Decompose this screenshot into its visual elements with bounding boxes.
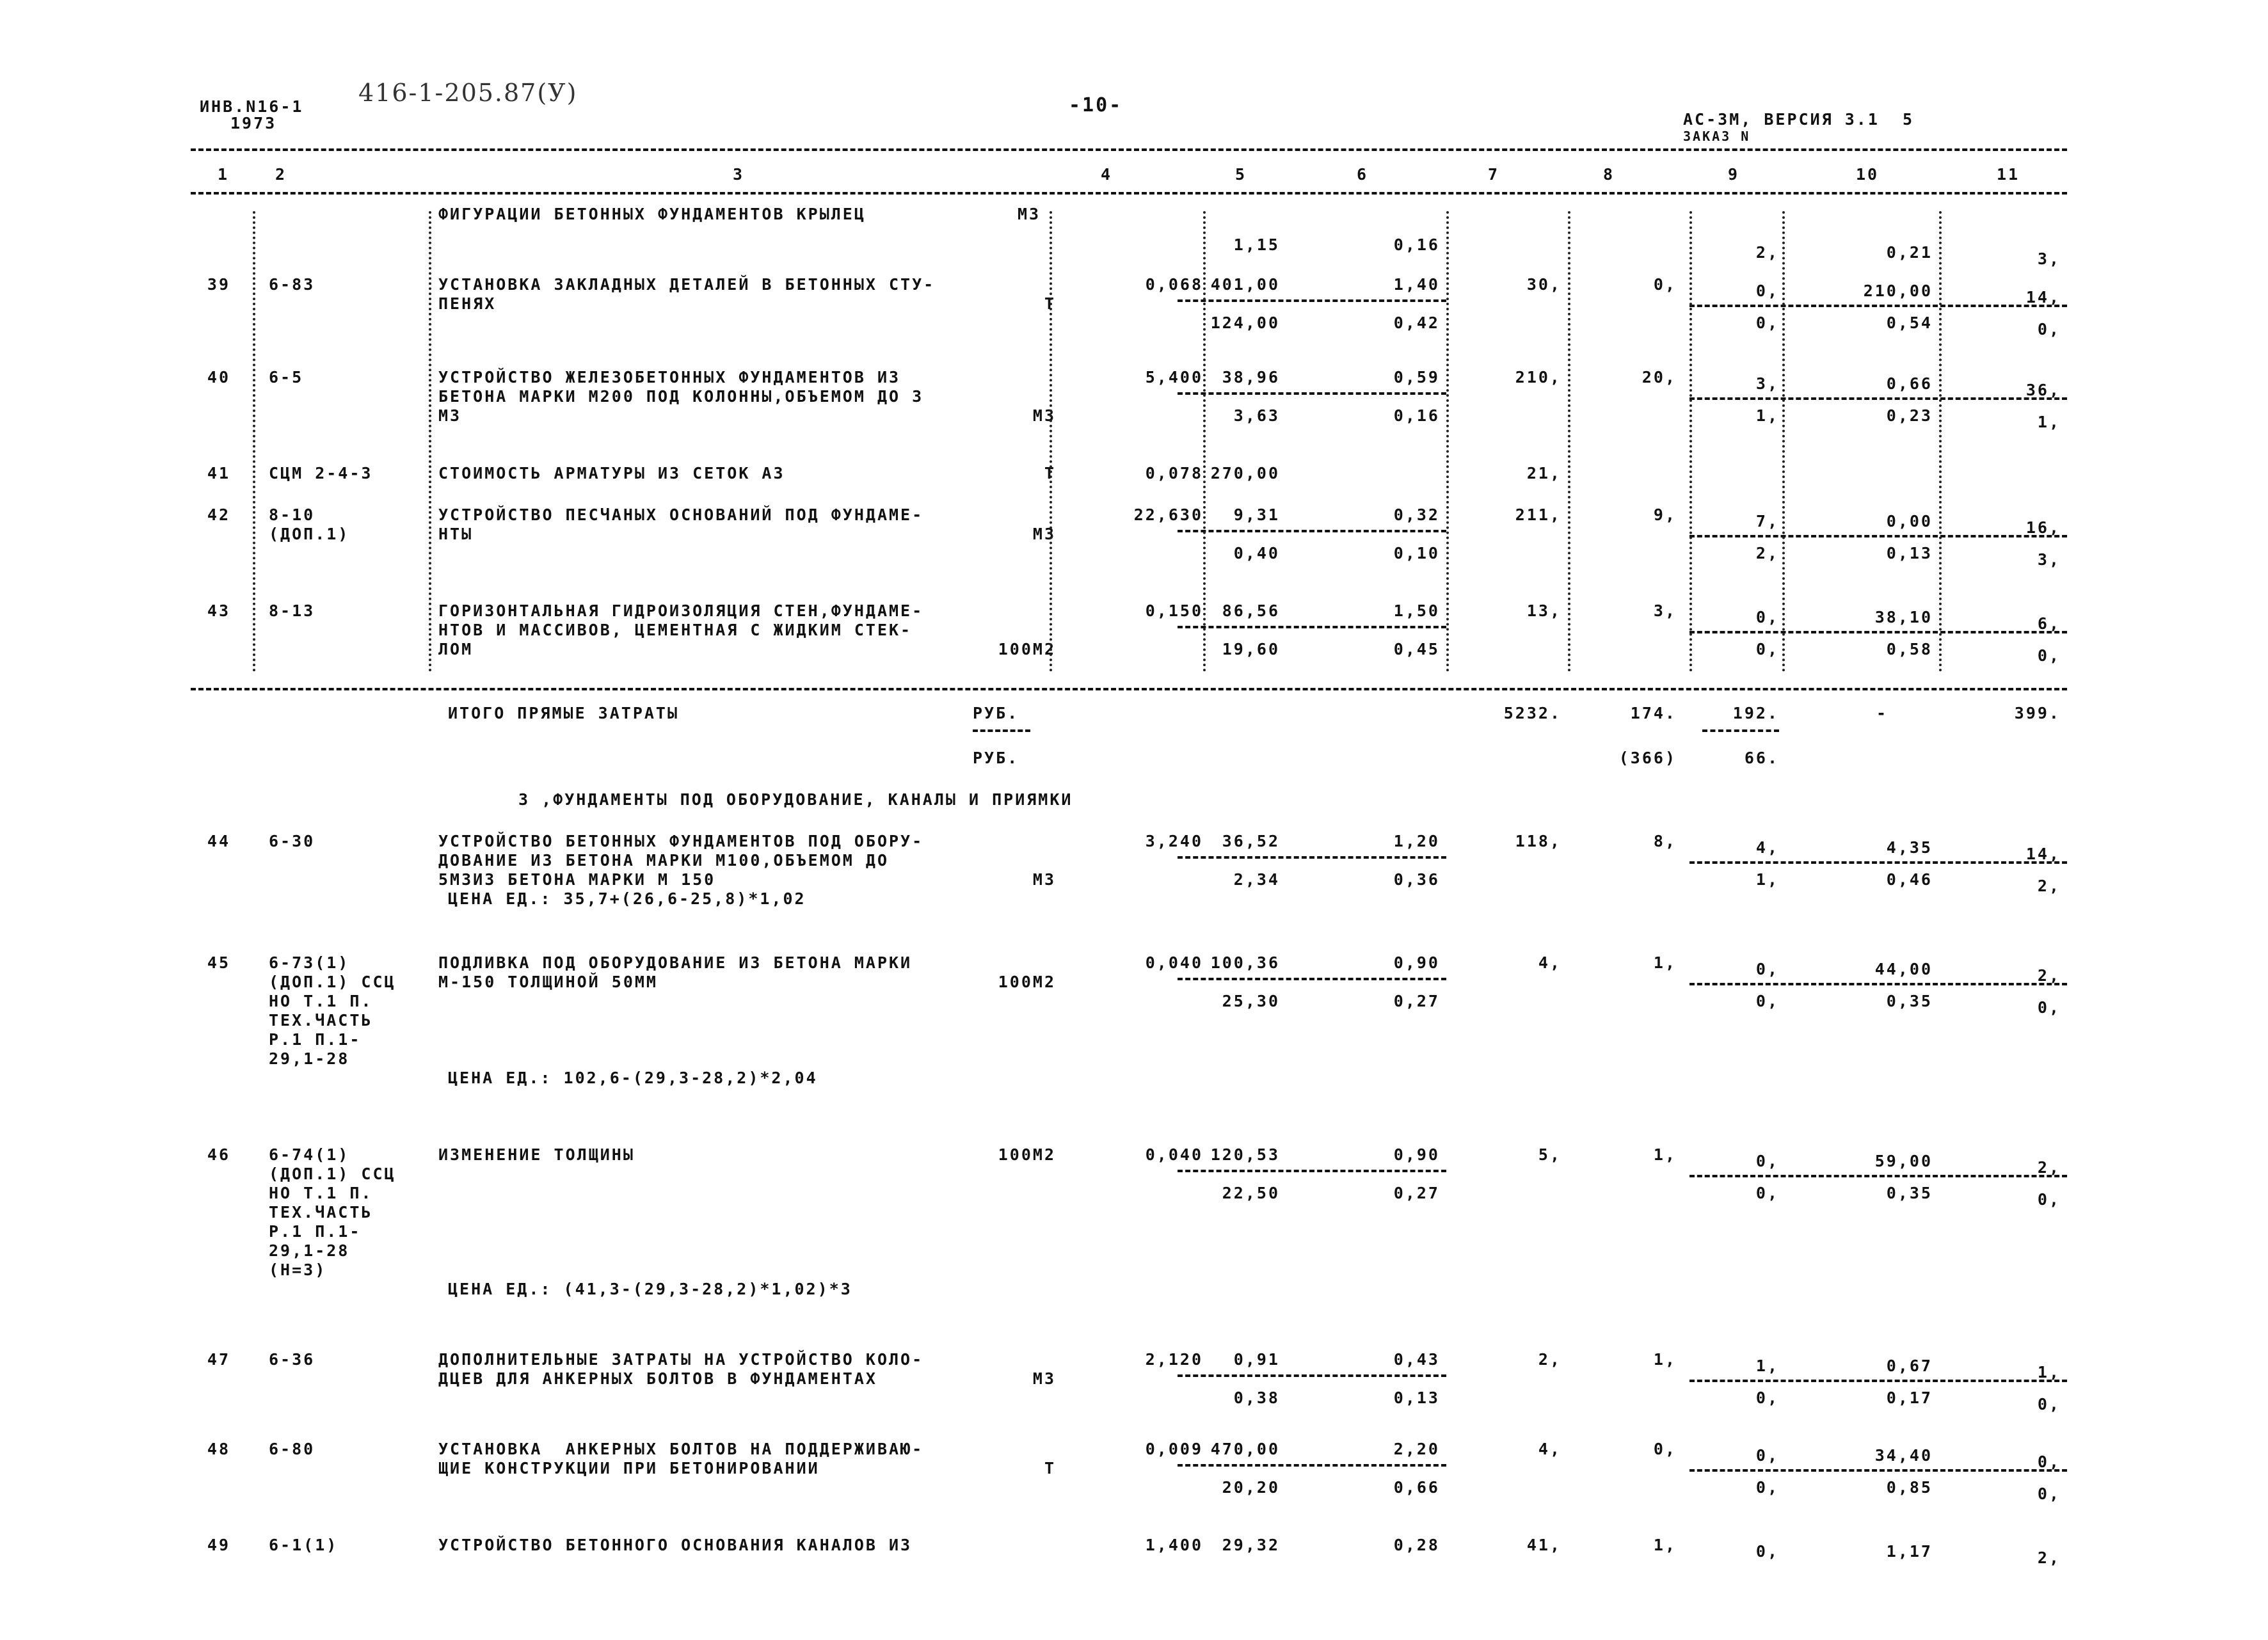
- total-wage: 20,: [1641, 368, 1677, 386]
- labor-cost: 0,54: [1886, 314, 1933, 332]
- labor-cost: 0,: [1755, 640, 1779, 658]
- labor-cost: 1,: [1755, 406, 1779, 425]
- totals-cell: 174.: [1630, 704, 1677, 722]
- labor-cost: 2,: [2037, 966, 2061, 985]
- wage-cost: 0,42: [1393, 314, 1440, 332]
- total-cost: 13,: [1526, 601, 1561, 620]
- totals-cell: 399.: [2014, 704, 2061, 722]
- work-description: ЩИЕ КОНСТРУКЦИИ ПРИ БЕТОНИРОВАНИИ: [438, 1459, 820, 1477]
- labor-cost: 1,: [2037, 1363, 2061, 1381]
- handwritten-code: 416-1-205.87(У): [358, 79, 578, 107]
- column-separator: [1050, 211, 1052, 672]
- labor-cost: 4,: [1755, 838, 1779, 857]
- labor-cost: 0,00: [1886, 512, 1933, 530]
- norm-code: (ДОП.1): [269, 525, 350, 543]
- total-cost: 30,: [1526, 275, 1561, 294]
- section-title: 3 ,ФУНДАМЕНТЫ ПОД ОБОРУДОВАНИЕ, КАНАЛЫ И ПРИЯМКИ: [518, 790, 1073, 809]
- norm-code: 6-80: [269, 1440, 315, 1458]
- total-wage: 1,: [1653, 1350, 1677, 1369]
- unit-cost: 20,20: [1222, 1478, 1280, 1497]
- unit: 100М2: [998, 1145, 1056, 1164]
- work-description: БЕТОНА МАРКИ М200 ПОД КОЛОННЫ,ОБЪЕМОМ ДО 3: [438, 387, 924, 406]
- norm-code: 8-10: [269, 506, 315, 524]
- labor-cost: 3,: [1755, 374, 1779, 393]
- labor-cost: 44,00: [1874, 960, 1933, 978]
- totals-rule: [191, 688, 2067, 690]
- work-description: ИЗМЕНЕНИЕ ТОЛЩИНЫ: [438, 1145, 635, 1164]
- work-description: ДОВАНИЕ ИЗ БЕТОНА МАРКИ М100,ОБЪЕМОМ ДО: [438, 851, 889, 870]
- norm-code: 29,1-28: [269, 1049, 350, 1068]
- norm-code: 6-36: [269, 1350, 315, 1369]
- cell-divider: [1689, 631, 2067, 633]
- work-description: УСТРОЙСТВО ПЕСЧАНЫХ ОСНОВАНИЙ ПОД ФУНДАМЕ-: [438, 506, 924, 524]
- norm-code: 6-73(1): [269, 953, 350, 972]
- row-number: 44: [207, 832, 230, 850]
- work-description: М-150 ТОЛЩИНОЙ 50ММ: [438, 973, 658, 991]
- labor-cost: 1,17: [1886, 1542, 1933, 1561]
- norm-code: (ДОП.1) ССЦ: [269, 1165, 396, 1183]
- cell-divider: [1178, 1374, 1446, 1377]
- wage-cost: 1,20: [1393, 832, 1440, 850]
- wage-cost: 0,59: [1393, 368, 1440, 386]
- unit: Т: [1044, 294, 1056, 313]
- column-separator: [1568, 211, 1570, 672]
- work-description: М3: [438, 406, 462, 425]
- continuation-unit: М3: [1018, 205, 1041, 223]
- unit-cost: 22,50: [1222, 1184, 1280, 1202]
- column-number: 7: [1488, 165, 1500, 184]
- labor-cost: 0,46: [1886, 870, 1933, 889]
- row-number: 43: [207, 601, 230, 620]
- totals-cell: -: [1876, 704, 1888, 722]
- cell-divider: [1178, 856, 1446, 859]
- labor-cost: 16,: [2025, 518, 2061, 537]
- total-wage: 0,: [1653, 1440, 1677, 1458]
- wage-cost: 0,16: [1393, 406, 1440, 425]
- column-number: 5: [1235, 165, 1247, 184]
- row-number: 49: [207, 1536, 230, 1554]
- totals-cell: 5232.: [1503, 704, 1561, 722]
- row-number: 47: [207, 1350, 230, 1369]
- norm-code: 6-30: [269, 832, 315, 850]
- column-separator: [1689, 211, 1692, 672]
- unit-price-formula: ЦЕНА ЕД.: 102,6-(29,3-28,2)*2,04: [448, 1069, 818, 1087]
- labor-cost: 1,: [1755, 1357, 1779, 1375]
- wage-cost: 2,20: [1393, 1440, 1440, 1458]
- work-description: УСТРОЙСТВО ЖЕЛЕЗОБЕТОННЫХ ФУНДАМЕНТОВ ИЗ: [438, 368, 901, 386]
- column-number: 9: [1728, 165, 1740, 184]
- labor-cost: 0,: [2037, 646, 2061, 665]
- unit: М3: [1032, 525, 1056, 543]
- page-number: -10-: [1069, 94, 1123, 116]
- unit: М3: [1032, 870, 1056, 889]
- total-cost: 211,: [1515, 506, 1561, 524]
- cell-divider: [1689, 535, 2067, 537]
- work-description: УСТАНОВКА АНКЕРНЫХ БОЛТОВ НА ПОДДЕРЖИВАЮ-: [438, 1440, 924, 1458]
- column-separator: [1446, 211, 1449, 672]
- labor-cost: 1,: [2037, 413, 2061, 431]
- total-wage: 1,: [1653, 1536, 1677, 1554]
- header-bottom-rule: [191, 192, 2067, 195]
- quantity: 3,240: [1145, 832, 1203, 850]
- labor-cost: 6,: [2037, 614, 2061, 633]
- unit: 100М2: [998, 973, 1056, 991]
- labor-cost: 0,: [1755, 1152, 1779, 1170]
- column-separator: [429, 211, 431, 672]
- quantity: 5,400: [1145, 368, 1203, 386]
- header-top-rule: [191, 148, 2067, 151]
- total-wage: 0,: [1653, 275, 1677, 294]
- norm-code: 6-74(1): [269, 1145, 350, 1164]
- labor-cost: 0,: [2037, 1395, 2061, 1413]
- norm-code: 29,1-28: [269, 1241, 350, 1260]
- total-cost: 4,: [1538, 953, 1561, 972]
- labor-cost: 34,40: [1874, 1446, 1933, 1465]
- row-number: 41: [207, 464, 230, 482]
- work-description: ДЦЕВ ДЛЯ АНКЕРНЫХ БОЛТОВ В ФУНДАМЕНТАХ: [438, 1369, 877, 1388]
- labor-cost: 38,10: [1874, 608, 1933, 626]
- work-description: ДОПОЛНИТЕЛЬНЫЕ ЗАТРАТЫ НА УСТРОЙСТВО КОЛО-: [438, 1350, 924, 1369]
- quantity: 0,009: [1145, 1440, 1203, 1458]
- unit: Т: [1044, 1459, 1056, 1477]
- work-description: ПОДЛИВКА ПОД ОБОРУДОВАНИЕ ИЗ БЕТОНА МАРКИ: [438, 953, 913, 972]
- quantity: 1,400: [1145, 1536, 1203, 1554]
- norm-code: (Н=3): [269, 1261, 327, 1279]
- cell-divider: [1689, 861, 2067, 864]
- quantity: 0,150: [1145, 601, 1203, 620]
- inventory-number: ИНВ.N16-1: [200, 97, 304, 116]
- quantity: 0,040: [1145, 1145, 1203, 1164]
- quantity: 0,078: [1145, 464, 1203, 482]
- norm-code: ТЕХ.ЧАСТЬ: [269, 1011, 373, 1030]
- unit-cost: 9,31: [1233, 506, 1280, 524]
- column-number: 3: [733, 165, 745, 184]
- total-wage: 9,: [1653, 506, 1677, 524]
- continuation-cell: 1,15: [1233, 235, 1280, 254]
- column-number: 1: [218, 165, 230, 184]
- row-number: 46: [207, 1145, 230, 1164]
- system-version: АС-3М, ВЕРСИЯ 3.1 5: [1683, 110, 1915, 129]
- unit-cost: 2,34: [1233, 870, 1280, 889]
- wage-cost: 0,45: [1393, 640, 1440, 658]
- norm-code: 6-83: [269, 275, 315, 294]
- labor-cost: 0,13: [1886, 544, 1933, 562]
- work-description: УСТРОЙСТВО БЕТОННОГО ОСНОВАНИЯ КАНАЛОВ ИЗ: [438, 1536, 913, 1554]
- norm-code: ТЕХ.ЧАСТЬ: [269, 1203, 373, 1222]
- unit-cost: 0,38: [1233, 1389, 1280, 1407]
- unit: 100М2: [998, 640, 1056, 658]
- total-cost: 5,: [1538, 1145, 1561, 1164]
- work-description: НТЫ: [438, 525, 474, 543]
- total-cost: 41,: [1526, 1536, 1561, 1554]
- unit-cost: 3,63: [1233, 406, 1280, 425]
- quantity: 0,068: [1145, 275, 1203, 294]
- quantity: 2,120: [1145, 1350, 1203, 1369]
- work-description: УСТАНОВКА ЗАКЛАДНЫХ ДЕТАЛЕЙ В БЕТОННЫХ СТУ-: [438, 275, 936, 294]
- totals-unit: РУБ.: [973, 704, 1019, 722]
- order-label: ЗАКАЗ N: [1683, 129, 1751, 144]
- total-wage: 3,: [1653, 601, 1677, 620]
- continuation-cell: 0,21: [1886, 243, 1933, 262]
- labor-cost: 3,: [2037, 550, 2061, 569]
- totals-cell: (366): [1618, 749, 1677, 767]
- wage-cost: 0,90: [1393, 953, 1440, 972]
- wage-cost: 0,28: [1393, 1536, 1440, 1554]
- labor-cost: 14,: [2025, 845, 2061, 863]
- total-wage: 1,: [1653, 953, 1677, 972]
- work-description: НТОВ И МАССИВОВ, ЦЕМЕНТНАЯ С ЖИДКИМ СТЕК-: [438, 621, 913, 639]
- unit-cost: 470,00: [1210, 1440, 1280, 1458]
- total-cost: 210,: [1515, 368, 1561, 386]
- norm-code: 6-5: [269, 368, 304, 386]
- labor-cost: 0,66: [1886, 374, 1933, 393]
- column-number: 2: [275, 165, 287, 184]
- unit-cost: 100,36: [1210, 953, 1280, 972]
- norm-code: СЦМ 2-4-3: [269, 464, 373, 482]
- unit-cost: 120,53: [1210, 1145, 1280, 1164]
- labor-cost: 0,17: [1886, 1389, 1933, 1407]
- labor-cost: 0,: [1755, 1184, 1779, 1202]
- unit-cost: 29,32: [1222, 1536, 1280, 1554]
- labor-cost: 1,: [1755, 870, 1779, 889]
- labor-cost: 0,35: [1886, 1184, 1933, 1202]
- column-number: 4: [1101, 165, 1113, 184]
- unit-cost: 25,30: [1222, 992, 1280, 1010]
- column-separator: [1782, 211, 1785, 672]
- quantity: 0,040: [1145, 953, 1203, 972]
- norm-code: Р.1 П.1-: [269, 1222, 362, 1241]
- column-separator: [1203, 211, 1206, 672]
- year: 1973: [230, 114, 277, 132]
- labor-cost: 4,35: [1886, 838, 1933, 857]
- work-description: СТОИМОСТЬ АРМАТУРЫ ИЗ СЕТОК А3: [438, 464, 785, 482]
- wage-cost: 0,43: [1393, 1350, 1440, 1369]
- cell-divider: [1689, 1175, 2067, 1177]
- row-number: 39: [207, 275, 230, 294]
- labor-cost: 36,: [2025, 381, 2061, 399]
- wage-cost: 0,66: [1393, 1478, 1440, 1497]
- labor-cost: 59,00: [1874, 1152, 1933, 1170]
- labor-cost: 0,: [2037, 1485, 2061, 1503]
- unit-cost: 38,96: [1222, 368, 1280, 386]
- column-separator: [253, 211, 255, 672]
- unit: Т: [1044, 464, 1056, 482]
- labor-cost: 0,: [2037, 1453, 2061, 1471]
- labor-cost: 0,85: [1886, 1478, 1933, 1497]
- labor-cost: 0,: [1755, 1389, 1779, 1407]
- cell-divider: [1689, 397, 2067, 400]
- labor-cost: 0,58: [1886, 640, 1933, 658]
- work-description: ЛОМ: [438, 640, 474, 658]
- wage-cost: 1,40: [1393, 275, 1440, 294]
- unit-cost: 19,60: [1222, 640, 1280, 658]
- cell-divider: [1689, 983, 2067, 985]
- norm-code: Р.1 П.1-: [269, 1030, 362, 1049]
- work-description: ГОРИЗОНТАЛЬНАЯ ГИДРОИЗОЛЯЦИЯ СТЕН,ФУНДАМЕ-: [438, 601, 924, 620]
- wage-cost: 1,50: [1393, 601, 1440, 620]
- unit-cost: 0,40: [1233, 544, 1280, 562]
- unit-cost: 0,91: [1233, 1350, 1280, 1369]
- unit: М3: [1032, 1369, 1056, 1388]
- norm-code: 6-1(1): [269, 1536, 339, 1554]
- cell-divider: [1178, 978, 1446, 980]
- quantity: 22,630: [1133, 506, 1203, 524]
- row-number: 40: [207, 368, 230, 386]
- totals-sub-rule: [973, 729, 1030, 732]
- labor-cost: 2,: [2037, 1548, 2061, 1567]
- unit-cost: 124,00: [1210, 314, 1280, 332]
- total-wage: 8,: [1653, 832, 1677, 850]
- labor-cost: 0,: [1755, 314, 1779, 332]
- cell-divider: [1178, 392, 1446, 395]
- labor-cost: 0,: [2037, 1190, 2061, 1209]
- cell-divider: [1689, 1469, 2067, 1472]
- total-cost: 21,: [1526, 464, 1561, 482]
- work-description: 5М3ИЗ БЕТОНА МАРКИ М 150: [438, 870, 716, 889]
- labor-cost: 2,: [2037, 1158, 2061, 1177]
- wage-cost: 0,27: [1393, 992, 1440, 1010]
- cell-divider: [1178, 626, 1446, 628]
- labor-cost: 0,: [1755, 282, 1779, 300]
- labor-cost: 0,23: [1886, 406, 1933, 425]
- column-separator: [1939, 211, 1942, 672]
- work-description: ПЕНЯХ: [438, 294, 497, 313]
- labor-cost: 2,: [1755, 544, 1779, 562]
- wage-cost: 0,27: [1393, 1184, 1440, 1202]
- continuation-cell: 3,: [2037, 250, 2061, 268]
- cell-divider: [1178, 530, 1446, 532]
- cell-divider: [1689, 1380, 2067, 1382]
- wage-cost: 0,90: [1393, 1145, 1440, 1164]
- total-cost: 2,: [1538, 1350, 1561, 1369]
- wage-cost: 0,36: [1393, 870, 1440, 889]
- continuation-text: ФИГУРАЦИИ БЕТОННЫХ ФУНДАМЕНТОВ КРЫЛЕЦ: [438, 205, 866, 223]
- row-number: 48: [207, 1440, 230, 1458]
- labor-cost: 0,: [1755, 1446, 1779, 1465]
- norm-code: (ДОП.1) ССЦ: [269, 973, 396, 991]
- cell-divider: [1178, 1464, 1446, 1467]
- column-number: 8: [1603, 165, 1615, 184]
- totals-sub-rule: [1702, 729, 1779, 732]
- unit-cost: 270,00: [1210, 464, 1280, 482]
- cell-divider: [1178, 299, 1446, 302]
- unit-price-formula: ЦЕНА ЕД.: 35,7+(26,6-25,8)*1,02: [448, 889, 806, 908]
- labor-cost: 14,: [2025, 288, 2061, 307]
- total-wage: 1,: [1653, 1145, 1677, 1164]
- totals-unit-2: РУБ.: [973, 749, 1019, 767]
- labor-cost: 0,: [1755, 1478, 1779, 1497]
- cell-divider: [1178, 1170, 1446, 1172]
- labor-cost: 0,35: [1886, 992, 1933, 1010]
- labor-cost: 7,: [1755, 512, 1779, 530]
- labor-cost: 0,: [1755, 992, 1779, 1010]
- row-number: 45: [207, 953, 230, 972]
- labor-cost: 0,: [1755, 960, 1779, 978]
- unit-cost: 401,00: [1210, 275, 1280, 294]
- labor-cost: 0,: [2037, 320, 2061, 338]
- wage-cost: 0,10: [1393, 544, 1440, 562]
- total-cost: 4,: [1538, 1440, 1561, 1458]
- cell-divider: [1689, 305, 2067, 307]
- norm-code: НО Т.1 П.: [269, 1184, 373, 1202]
- totals-label: ИТОГО ПРЯМЫЕ ЗАТРАТЫ: [448, 704, 680, 722]
- column-number: 11: [1997, 165, 2020, 184]
- totals-cell: 192.: [1732, 704, 1779, 722]
- total-cost: 118,: [1515, 832, 1561, 850]
- labor-cost: 2,: [2037, 877, 2061, 895]
- work-description: УСТРОЙСТВО БЕТОННЫХ ФУНДАМЕНТОВ ПОД ОБОРУ-: [438, 832, 924, 850]
- unit-cost: 36,52: [1222, 832, 1280, 850]
- column-number: 10: [1856, 165, 1880, 184]
- labor-cost: 0,: [1755, 1542, 1779, 1561]
- norm-code: НО Т.1 П.: [269, 992, 373, 1010]
- row-number: 42: [207, 506, 230, 524]
- wage-cost: 0,32: [1393, 506, 1440, 524]
- totals-cell: 66.: [1744, 749, 1779, 767]
- norm-code: 8-13: [269, 601, 315, 620]
- continuation-cell: 0,16: [1393, 235, 1440, 254]
- continuation-cell: 2,: [1755, 243, 1779, 262]
- labor-cost: 0,67: [1886, 1357, 1933, 1375]
- unit-price-formula: ЦЕНА ЕД.: (41,3-(29,3-28,2)*1,02)*3: [448, 1280, 852, 1298]
- unit-cost: 86,56: [1222, 601, 1280, 620]
- wage-cost: 0,13: [1393, 1389, 1440, 1407]
- labor-cost: 210,00: [1863, 282, 1933, 300]
- labor-cost: 0,: [1755, 608, 1779, 626]
- labor-cost: 0,: [2037, 998, 2061, 1017]
- column-number: 6: [1357, 165, 1369, 184]
- unit: М3: [1032, 406, 1056, 425]
